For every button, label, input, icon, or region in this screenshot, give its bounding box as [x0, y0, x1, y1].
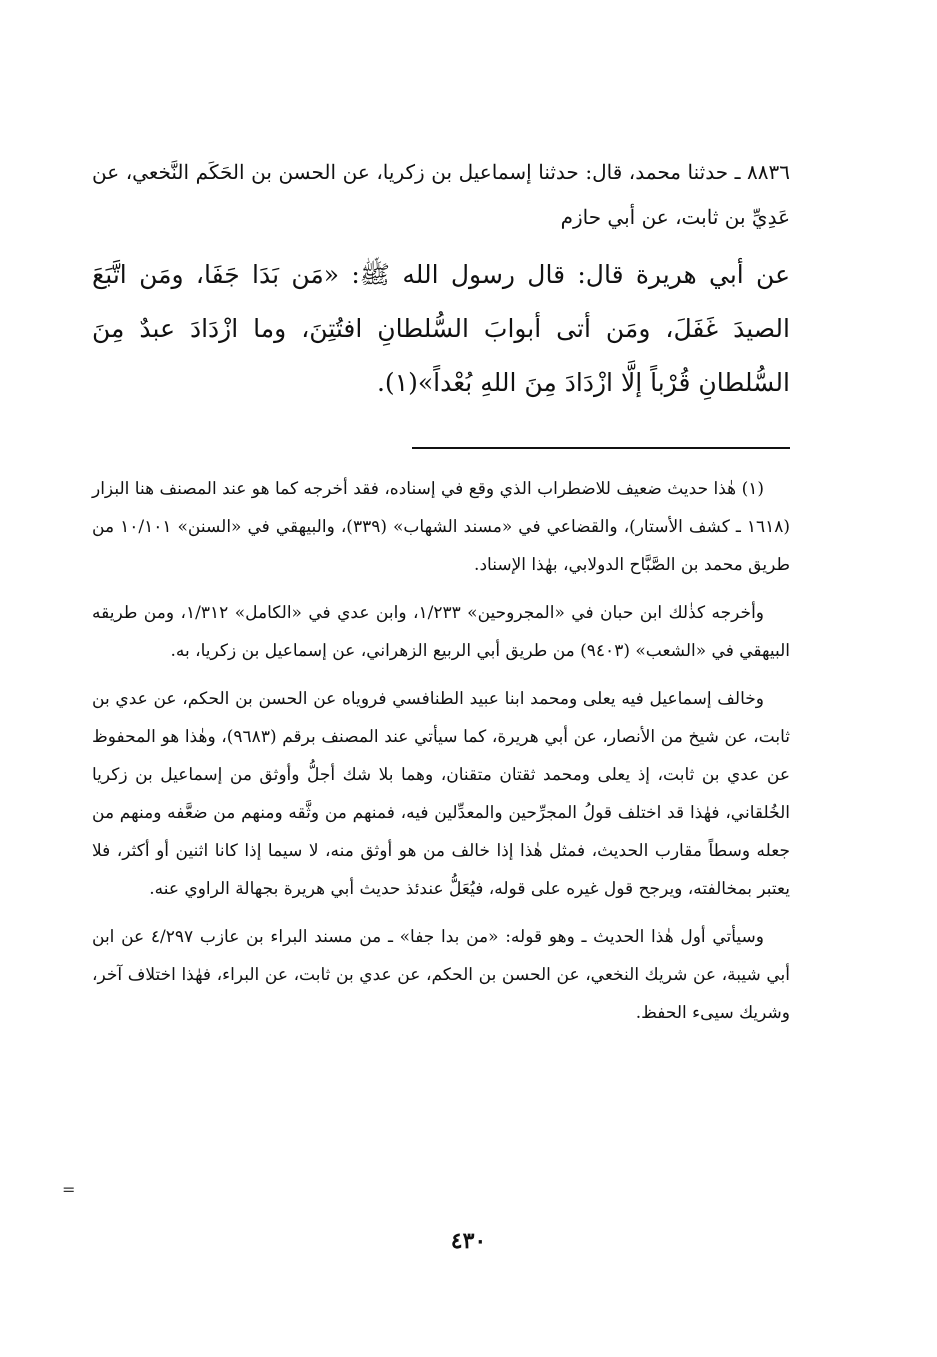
- footnote-paragraph: وأخرجه كذٰلك ابن حبان في «المجروحين» ١/٢٣٣، وابن عدي في «الكامل» ١/٣١٢، ومن طريقه البيهقي في «الشعب» (٩٤٠٣) من طريق أبي الربيع الزهراني، عن إسماعيل بن زكريا، به.: [92, 603, 790, 661]
- continuation-mark: =: [62, 1180, 76, 1199]
- hadith-isnad: ٨٨٣٦ ـ حدثنا محمد، قال: حدثنا إسماعيل بن زكريا، عن الحسن بن الحَكَم النَّخعي، عن عَدِيِّ بن ثابت، عن أبي حازم: [92, 160, 790, 229]
- hadith-matn: عن أبي هريرة قال: قال رسول الله ﷺ: «مَن بَدَا جَفَا، ومَن اتَّبَعَ الصيدَ غَفَلَ، ومَن أتى أبوابَ السُّلطانِ افتُتِنَ، وما ازْدَادَ عبدٌ مِنَ السُّلطانِ قُرْباً إلَّا ازْدَادَ مِنَ اللهِ بُعْداً»(١).: [92, 260, 790, 397]
- footnote-paragraph: وسيأتي أول هٰذا الحديث ـ وهو قوله: «من بدا جفا» ـ من مسند البراء بن عازب ٤/٢٩٧ عن ابن أبي شيبة، عن شريك النخعي، عن الحسن بن الحكم، عن عدي بن ثابت، عن البراء، فهٰذا اختلاف آخر، وشريك سيىء الحفظ.: [92, 927, 790, 1023]
- footnote-separator: [412, 447, 790, 449]
- footnote-paragraph: وخالف إسماعيل فيه يعلى ومحمد ابنا عبيد الطنافسي فروياه عن الحسن بن الحكم، عن عدي بن ثابت، عن شيخ من الأنصار، عن أبي هريرة، كما سيأتي عند المصنف برقم (٩٦٨٣)، وهٰذا هو المحفوظ عن عدي بن ثابت، إذ يعلى ومحمد ثقتان متقنان، وهما بلا شك أجلُّ وأوثق من إسماعيل بن زكريا الخُلقاني، فهٰذا قد اختلف قولُ المجرِّحين والمعدِّلين فيه، فمنهم من وثَّقه ومنهم من ضعَّفه ومنهم من جعله وسطاً مقارب الحديث، فمثل هٰذا إذا خالف من هو أوثق منه، لا سيما إذا كانا اثنين أو أكثر، فلا يعتبر بمخالفته، ويرجح قول غيره على قوله، فيُعَلُّ عندئذ حديث أبي هريرة بجهالة الراوي عنه.: [92, 689, 791, 899]
- page-number: ٤٣٠: [450, 1228, 487, 1254]
- footnote-paragraph: (١) هٰذا حديث ضعيف للاضطراب الذي وقع في إسناده، فقد أخرجه كما هو عند المصنف هنا البزار (١٦١٨ ـ كشف الأستار)، والقضاعي في «مسند الشهاب» (٣٣٩)، والبيهقي في «السنن» ١٠/١٠١ من طريق محمد بن الصَّبَّاح الدولابي، بهٰذا الإسناد.: [92, 479, 791, 575]
- footnotes: [92, 470, 790, 1042]
- hadith-block: [92, 150, 790, 410]
